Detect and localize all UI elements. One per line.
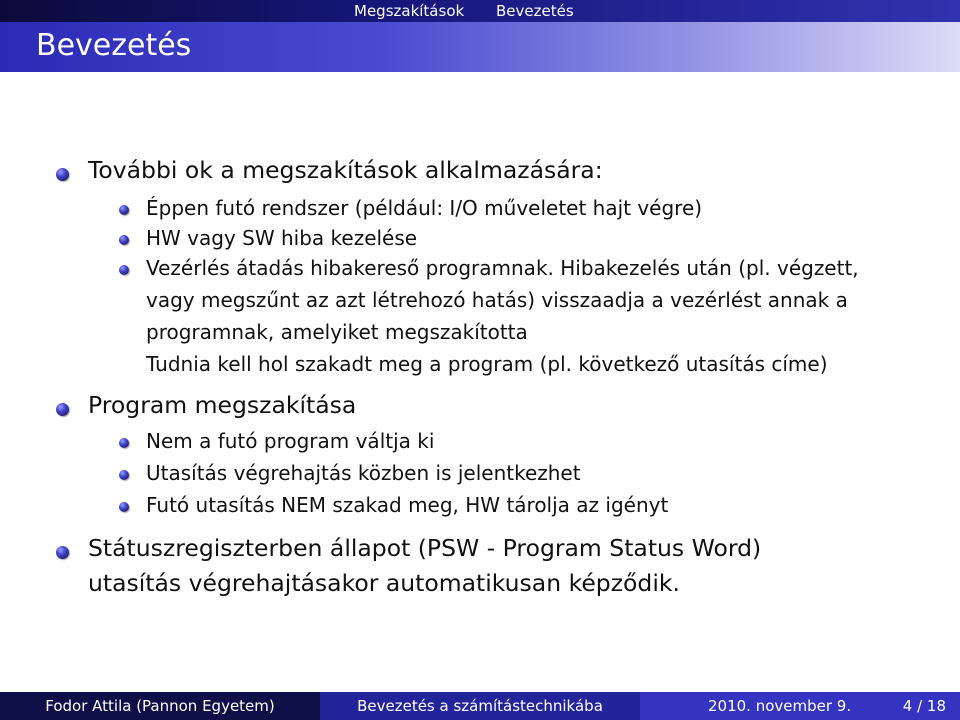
footer-date: 2010. november 9. <box>708 697 852 715</box>
nav-subsection-link[interactable]: Bevezetés <box>496 2 574 20</box>
footer-date-page <box>640 692 960 720</box>
list-item-2: Program megszakítása <box>88 391 357 419</box>
sub-item: Utasítás végrehajtás közben is jelentkezhet <box>146 461 581 485</box>
sub-item: HW vagy SW hiba kezelése <box>146 226 418 250</box>
page-number: 4 / 18 <box>902 697 946 715</box>
bullet-icon <box>119 265 129 275</box>
sub-item: Futó utasítás NEM szakad meg, HW tárolja az igényt <box>146 493 669 517</box>
sub-item-continuation: programnak, amelyiket megszakította <box>146 320 528 344</box>
sub-item: Vezérlés átadás hibakereső programnak. Hibakezelés után (pl. végzett, <box>146 256 859 280</box>
bullet-icon <box>119 470 129 480</box>
bullet-icon <box>56 403 69 416</box>
bullet-icon <box>56 168 69 181</box>
list-item-1: További ok a megszakítások alkalmazására: <box>88 156 603 184</box>
sub-item: Éppen futó rendszer (például: I/O műveletet hajt végre) <box>146 196 703 220</box>
sub-item-continuation: Tudnia kell hol szakadt meg a program (pl. következő utasítás címe) <box>146 352 828 376</box>
bullet-icon <box>119 502 129 512</box>
footer-title: Bevezetés a számítástechnikába <box>320 692 640 720</box>
sub-item: Nem a futó program váltja ki <box>146 429 435 453</box>
footer <box>0 692 960 720</box>
bullet-icon <box>119 235 129 245</box>
slide-content <box>0 72 960 692</box>
bullet-icon <box>119 438 129 448</box>
list-item-3-continuation: utasítás végrehajtásakor automatikusan képződik. <box>88 569 680 597</box>
footer-author: Fodor Attila (Pannon Egyetem) <box>0 692 320 720</box>
bullet-icon <box>119 205 129 215</box>
frame-title-bar <box>0 22 960 72</box>
frame-title: Bevezetés <box>36 28 192 63</box>
list-item-3: Státuszregiszterben állapot (PSW - Program Status Word) <box>88 534 762 562</box>
bullet-icon <box>56 546 69 559</box>
sub-item-continuation: vagy megszűnt az azt létrehozó hatás) visszaadja a vezérlést annak a <box>146 288 848 312</box>
nav-section-link[interactable]: Megszakítások <box>354 2 465 20</box>
navigation-bar <box>0 0 960 22</box>
